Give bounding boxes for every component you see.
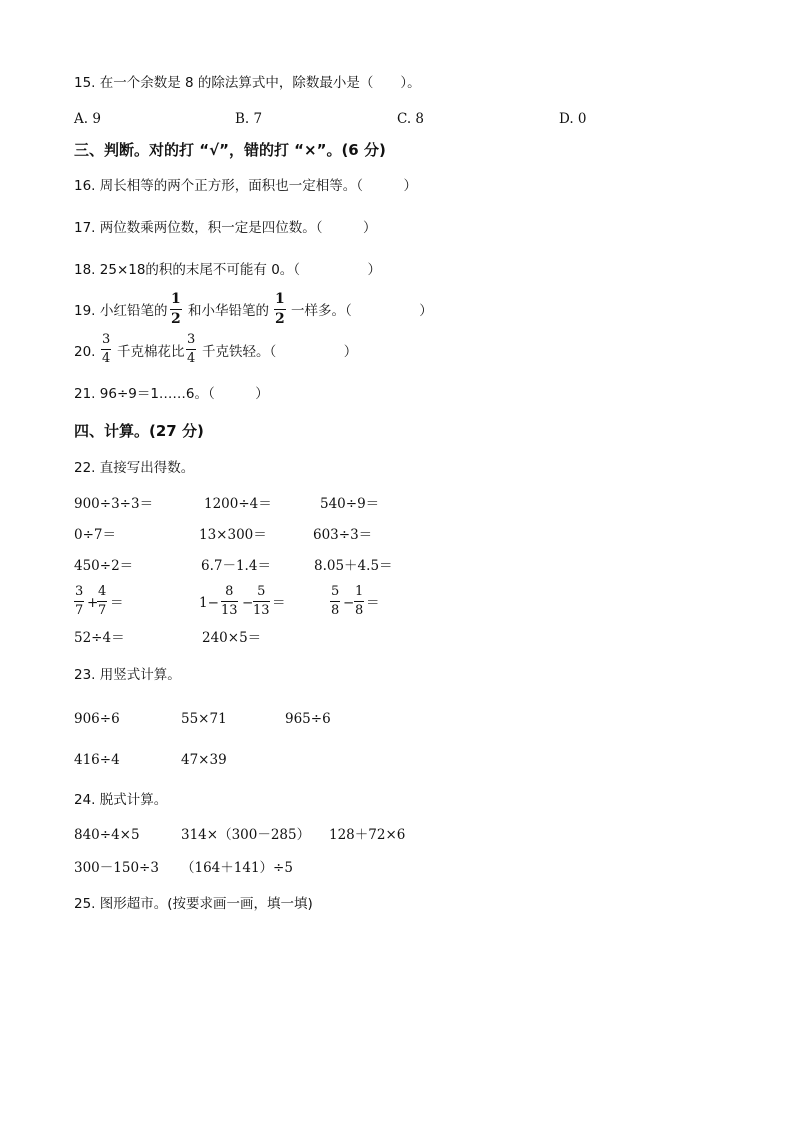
option-a: A. 9 <box>74 111 101 127</box>
fraction: 3 7 <box>75 584 84 618</box>
calc-item: 540÷9＝ <box>320 496 380 512</box>
equals-sign: ＝ <box>110 595 124 611</box>
question-21: 21. 96÷9＝1……6。（ ） <box>74 386 269 402</box>
calc-item: 52÷4＝ <box>74 630 125 646</box>
fraction: 5 13 <box>253 584 270 618</box>
vertical-calc-item: 906÷6 <box>74 711 120 727</box>
calc-item: 900÷3÷3＝ <box>74 496 154 512</box>
fraction: 4 7 <box>98 584 107 618</box>
calc-item: 240×5＝ <box>202 630 262 646</box>
question-17: 17. 两位数乘两位数，积一定是四位数。（ ） <box>74 220 377 236</box>
fraction: 8 13 <box>221 584 238 618</box>
question-23-title: 23. 用竖式计算。 <box>74 667 181 683</box>
option-c: C. 8 <box>397 111 425 127</box>
operator: + <box>87 595 99 611</box>
leading-term: 1− <box>199 595 219 611</box>
fraction: 5 8 <box>331 584 340 618</box>
calc-item: 0÷7＝ <box>74 527 116 543</box>
question-19-text-a: 小红铅笔的 <box>100 303 168 319</box>
vertical-calc-item: 416÷4 <box>74 752 120 768</box>
question-20-text-a: 千克棉花比 <box>117 344 185 360</box>
step-calc-item: 300－150÷3 <box>74 860 159 876</box>
question-19-text-c: 一样多。（ ） <box>291 303 433 319</box>
calc-item: 603÷3＝ <box>313 527 373 543</box>
question-20-text-b: 千克铁轻。（ ） <box>202 344 358 360</box>
step-calc-item: （164＋141）÷5 <box>181 860 293 876</box>
step-calc-item: 128＋72×6 <box>329 827 406 843</box>
vertical-calc-item: 965÷6 <box>285 711 331 727</box>
equals-sign: ＝ <box>366 595 380 611</box>
operator: − <box>343 595 355 611</box>
question-15-stem: 15. 在一个余数是 8 的除法算式中，除数最小是（ ）。 <box>74 75 421 91</box>
question-20-number: 20. <box>74 344 96 360</box>
fraction-three-quarters: 3 4 <box>102 332 111 366</box>
question-25: 25. 图形超市。(按要求画一画，填一填) <box>74 896 313 912</box>
question-16: 16. 周长相等的两个正方形，面积也一定相等。（ ） <box>74 178 418 194</box>
section-3-heading: 三、判断。对的打 “√”，错的打 “×”。(6 分) <box>74 141 386 159</box>
step-calc-item: 314×（300－285） <box>181 827 311 843</box>
calc-item: 8.05＋4.5＝ <box>314 558 393 574</box>
calc-item: 450÷2＝ <box>74 558 134 574</box>
calc-item: 1200÷4＝ <box>204 496 272 512</box>
calc-item: 13×300＝ <box>199 527 267 543</box>
option-d: D. 0 <box>559 111 587 127</box>
equals-sign: ＝ <box>272 595 286 611</box>
section-4-heading: 四、计算。(27 分) <box>74 422 204 440</box>
option-b: B. 7 <box>235 111 263 127</box>
fraction-one-half: 1 2 <box>275 291 285 327</box>
operator: − <box>242 595 254 611</box>
fraction-three-quarters: 3 4 <box>187 332 196 366</box>
vertical-calc-item: 47×39 <box>181 752 227 768</box>
step-calc-item: 840÷4×5 <box>74 827 140 843</box>
question-19-number: 19. <box>74 303 96 319</box>
question-22-title: 22. 直接写出得数。 <box>74 460 195 476</box>
fraction-one-half: 1 2 <box>171 291 181 327</box>
question-18: 18. 25×18的积的末尾不可能有 0。（ ） <box>74 262 382 278</box>
question-24-title: 24. 脱式计算。 <box>74 792 168 808</box>
question-19-text-b: 和小华铅笔的 <box>188 303 269 319</box>
vertical-calc-item: 55×71 <box>181 711 227 727</box>
fraction: 1 8 <box>355 584 364 618</box>
calc-item: 6.7－1.4＝ <box>201 558 271 574</box>
